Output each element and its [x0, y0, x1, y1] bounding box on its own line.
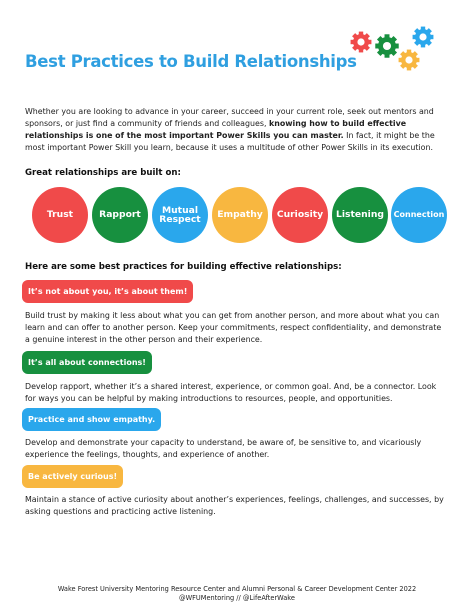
- pillar-label: Rapport: [99, 209, 141, 221]
- pillar-circle-connection: [391, 187, 447, 243]
- gear-blue-icon: [413, 27, 434, 48]
- practice-text-1: Build trust by making it less about what you can get from another person, and more about what you can learn and can offer to another person. Keep your commitments, respect confidentiality, and demonstrate a genuine interest in the other person and their experience.: [25, 311, 442, 345]
- intro-text-2: In fact, it might be the most important Power Skill you learn, because it uses a multitude of other Power Skills in its execution.: [25, 131, 435, 153]
- pillar-circle-listening: [332, 187, 388, 243]
- pillar-label: Trust: [46, 209, 74, 221]
- pillar-label: Connection: [393, 210, 445, 220]
- practices-heading: Here are some best practices for building effective relationships:: [25, 262, 342, 272]
- pillar-label: Curiosity: [276, 209, 324, 221]
- intro-paragraph: [25, 106, 445, 154]
- gear-green-icon: [375, 34, 398, 57]
- pillar-label: Mutual Respect: [159, 204, 201, 225]
- practice-text-3: Develop and demonstrate your capacity to understand, be aware of, be sensitive to, and vicariously experience the feelings, thoughts, and experience of another.: [25, 438, 422, 460]
- pillar-circle-curiosity: [272, 187, 328, 243]
- practice-pill-4: Be actively curious!: [22, 465, 123, 488]
- footer-credit: Wake Forest University Mentoring Resource Center and Alumni Personal & Career Development Center 2022: [57, 585, 417, 593]
- practice-pill-2: It’s all about connections!: [22, 351, 152, 374]
- pillar-circle-trust: [32, 187, 88, 243]
- pillar-circle-empathy: [212, 187, 268, 243]
- pillar-label: Empathy: [217, 209, 263, 221]
- pillar-circles: [32, 187, 444, 245]
- practice-pill-3: Practice and show empathy.: [22, 408, 161, 431]
- footer: [0, 585, 474, 603]
- pillar-circle-mutual-respect: [152, 187, 208, 243]
- practice-text-4: Maintain a stance of active curiosity about another’s experiences, feelings, challenges, and successes, by asking questions and practicing active listening.: [25, 495, 444, 517]
- built-on-heading: Great relationships are built on:: [25, 168, 181, 178]
- pillar-circle-rapport: [92, 187, 148, 243]
- intro-text-bold: knowing how to build effective relationships is one of the most important Power Skills you can master.: [25, 119, 407, 141]
- gear-orange-icon: [399, 50, 420, 71]
- gear-red-icon: [351, 32, 372, 53]
- practice-pill-1: It’s not about you, it’s about them!: [22, 280, 193, 303]
- pillar-label: Listening: [336, 209, 384, 221]
- intro-text-1: Whether you are looking to advance in your career, succeed in your current role, seek out mentors and sponsors, or just find a community of friends and colleagues,: [25, 107, 434, 129]
- gears-icon: [345, 20, 445, 78]
- page-title: Best Practices to Build Relationships: [25, 52, 357, 71]
- footer-handles: @WFUMentoring // @LifeAfterWake: [179, 594, 295, 602]
- practice-text-2: Develop rapport, whether it’s a shared interest, experience, or common goal. And, be a connector. Look for ways you can be helpful by making introductions to resources, people, and opportunities.: [25, 382, 437, 404]
